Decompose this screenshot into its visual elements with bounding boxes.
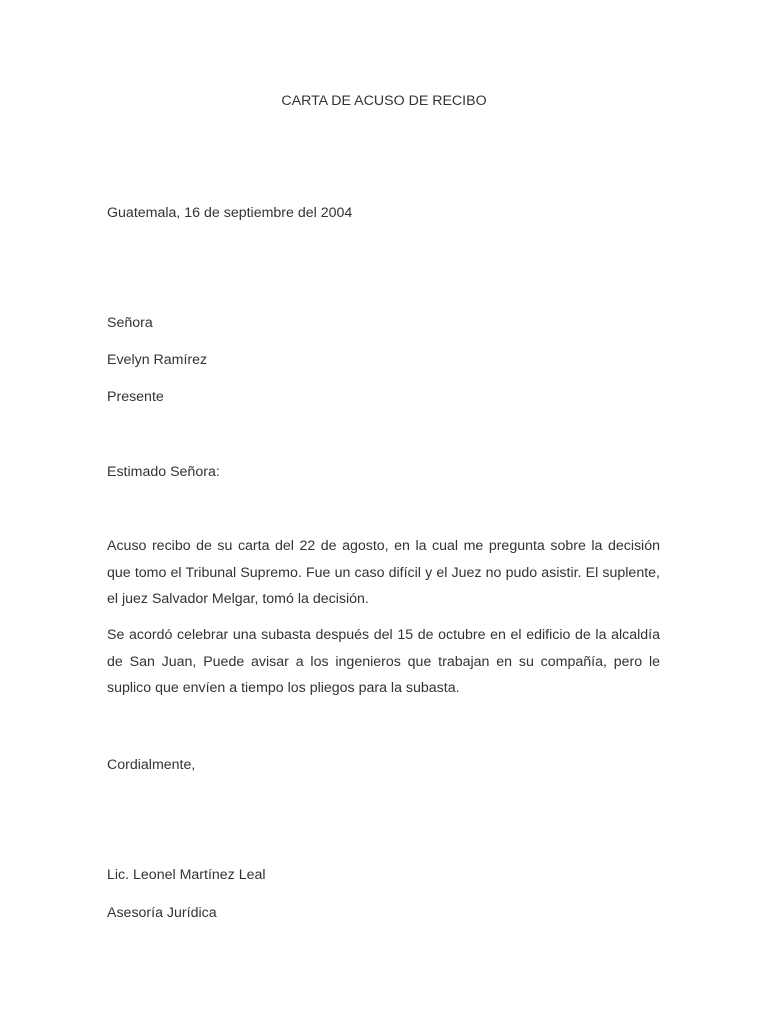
closing: Cordialmente, xyxy=(107,757,196,773)
signer-name: Lic. Leonel Martínez Leal xyxy=(107,867,266,883)
signer-department: Asesoría Jurídica xyxy=(107,905,217,921)
letter-title: CARTA DE ACUSO DE RECIBO xyxy=(281,93,487,109)
body-paragraph-1: Acuso recibo de su carta del 22 de agosto, en la cual me pregunta sobre la decisión que tomo el Tribunal Supremo. Fue un caso difícil y el Juez no pudo asistir. El suplente, el juez Salvador Melgar, tomó la decisión. xyxy=(107,538,660,607)
recipient-title: Señora xyxy=(107,315,153,331)
body-paragraph-2: Se acordó celebrar una subasta después del 15 de octubre en el edificio de la alcaldía de San Juan, Puede avisar a los ingenieros que trabajan en su compañía, pero le suplico que envíen a tiempo los pliegos para la subasta. xyxy=(107,627,660,696)
recipient-name: Evelyn Ramírez xyxy=(107,352,208,368)
place-date: Guatemala, 16 de septiembre del 2004 xyxy=(107,205,353,221)
salutation: Estimado Señora: xyxy=(107,464,220,480)
recipient-status: Presente xyxy=(107,389,164,405)
